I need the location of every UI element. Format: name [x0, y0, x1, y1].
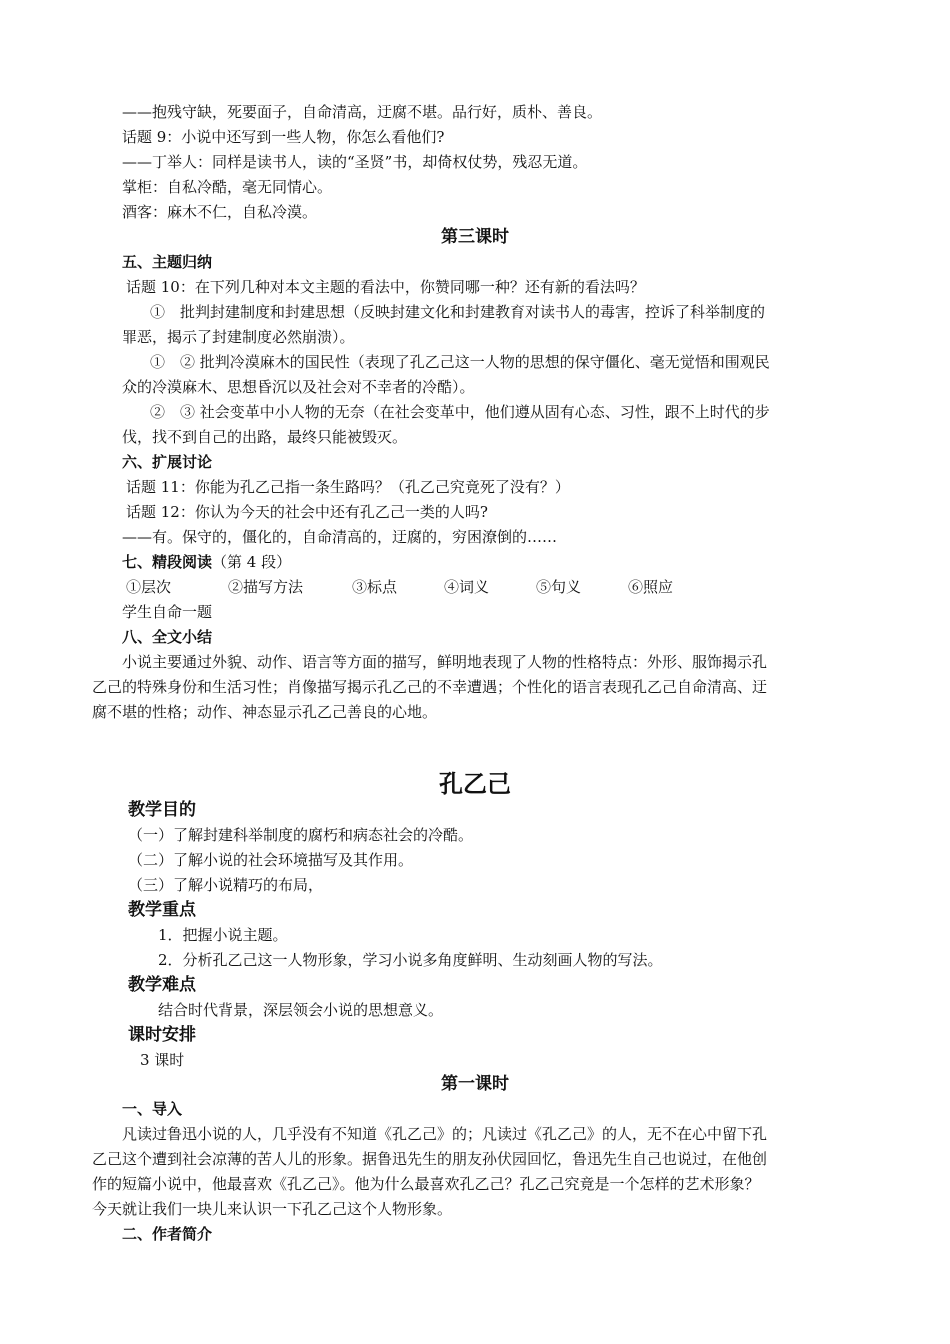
text-line: ——抱残守缺，死要面子，自命清高，迂腐不堪。品行好，质朴、善良。	[122, 103, 603, 121]
text-line: 众的冷漠麻木、思想昏沉以及社会对不幸者的冷酷）。	[122, 378, 475, 396]
section-heading: 课时安排	[128, 1025, 196, 1045]
text-line: 腐不堪的性格；动作、神态显示孔乙己善良的心地。	[92, 703, 438, 721]
section-heading: 八、全文小结	[122, 628, 213, 646]
text-line: ① ② 批判冷漠麻木的国民性（表现了孔乙己这一人物的思想的保守僵化、毫无觉悟和围观民	[150, 353, 770, 371]
text-line: 今天就让我们一块儿来认识一下孔乙己这个人物形象。	[92, 1200, 453, 1218]
text-line: ——有。保守的，僵化的，自命清高的，迂腐的，穷困潦倒的……	[122, 528, 558, 546]
text-line: 乙己这个遭到社会凉薄的苦人儿的形象。据鲁迅先生的朋友孙伏园回忆，鲁迅先生自己也说过，在他创	[92, 1150, 768, 1168]
reading-item: ⑥照应	[628, 578, 674, 596]
text-line: 掌柜：自私冷酷，毫无同情心。	[122, 178, 333, 196]
section-heading: 六、扩展讨论	[122, 453, 213, 471]
section-heading: 七、精段阅读	[122, 553, 213, 571]
section-heading: 一、导入	[122, 1100, 183, 1118]
text-line: 话题 12：你认为今天的社会中还有孔乙己一类的人吗?	[126, 503, 488, 521]
reading-item: ⑤句义	[536, 578, 582, 596]
lesson-title: 第一课时	[441, 1074, 509, 1094]
goal-item: （三）了解小说精巧的布局，	[128, 876, 324, 894]
text-line: 话题 10：在下列几种对本文主题的看法中，你赞同哪一种？还有新的看法吗？	[126, 278, 645, 296]
goal-item: （一）了解封建科举制度的腐朽和病态社会的冷酷。	[128, 826, 474, 844]
focus-item: 1．把握小说主题。	[158, 926, 288, 944]
section-heading-row	[122, 550, 291, 574]
reading-item: ④词义	[444, 578, 490, 596]
section-heading: 二、作者简介	[122, 1225, 213, 1243]
text-line: 3 课时	[140, 1051, 185, 1069]
text-line: ① 批判封建制度和封建思想（反映封建文化和封建教育对读书人的毒害，控诉了科举制度的	[150, 303, 766, 321]
text-line: 乙己的特殊身份和生活习性；肖像描写揭示孔乙己的不幸遭遇；个性化的语言表现孔乙己自命清高、迂	[92, 678, 768, 696]
lesson-title: 第三课时	[441, 227, 509, 247]
text-line: ——丁举人：同样是读书人，读的“圣贤”书，却倚权仗势，残忍无道。	[122, 153, 588, 171]
text-line: ② ③ 社会变革中小人物的无奈（在社会变革中，他们遵从固有心态、习性，跟不上时代的步	[150, 403, 770, 421]
text-line: 罪恶，揭示了封建制度必然崩溃）。	[122, 328, 355, 346]
text-line: 酒客：麻木不仁，自私冷漠。	[122, 203, 318, 221]
text-line: 凡读过鲁迅小说的人，几乎没有不知道《孔乙己》的；凡读过《孔乙己》的人，无不在心中留下孔	[122, 1125, 768, 1143]
section-heading: 教学目的	[128, 800, 196, 820]
doc-title: 孔乙己	[439, 770, 511, 798]
text-line: 学生自命一题	[122, 603, 213, 621]
section-note: （第 4 段）	[212, 553, 292, 571]
goal-item: （二）了解小说的社会环境描写及其作用。	[128, 851, 414, 869]
section-heading: 教学重点	[128, 900, 196, 920]
reading-item: ②描写方法	[228, 578, 304, 596]
section-heading: 教学难点	[128, 975, 196, 995]
focus-item: 2．分析孔乙己这一人物形象，学习小说多角度鲜明、生动刻画人物的写法。	[158, 951, 663, 969]
text-line: 作的短篇小说中，他最喜欢《孔乙己》。他为什么最喜欢孔乙己？孔乙己究竟是一个怎样的艺术形象？	[92, 1175, 760, 1193]
reading-item: ①层次	[126, 578, 172, 596]
reading-item: ③标点	[352, 578, 398, 596]
section-heading: 五、主题归纳	[122, 253, 213, 271]
text-line: 伐，找不到自己的出路，最终只能被毁灭。	[122, 428, 408, 446]
text-line: 话题 11：你能为孔乙己指一条生路吗？（孔乙己究竟死了没有？）	[126, 478, 570, 496]
reading-items	[126, 575, 673, 599]
text-line: 小说主要通过外貌、动作、语言等方面的描写，鲜明地表现了人物的性格特点：外形、服饰揭示孔	[122, 653, 768, 671]
text-line: 结合时代背景，深层领会小说的思想意义。	[158, 1001, 444, 1019]
text-line: 话题 9：小说中还写到一些人物，你怎么看他们?	[122, 128, 445, 146]
